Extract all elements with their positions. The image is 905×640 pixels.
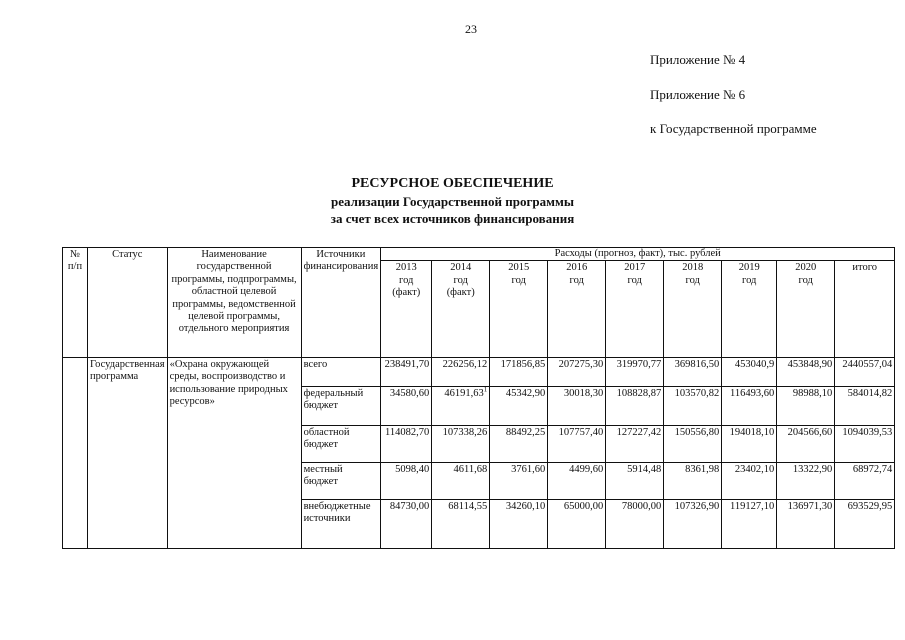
value-cell: 107338,26	[432, 426, 490, 463]
program-status: Государственная программа	[88, 358, 168, 549]
header-status: Статус	[88, 248, 168, 358]
value-cell: 226256,12	[432, 358, 490, 387]
appendix-line-2: Приложение № 6	[650, 87, 746, 102]
header-name: Наименование государственной программы, подпрограммы, областной целевой программы, ведомственной целевой программы, отдельного мероприятия	[167, 248, 301, 358]
year-header: 2013 год (факт)	[381, 261, 432, 358]
year-header: 2020 год	[777, 261, 835, 358]
value-cell: 30018,30	[548, 387, 606, 426]
value-cell: 103570,82	[664, 387, 722, 426]
total-header: итого	[835, 261, 895, 358]
year-header: 2017 год	[606, 261, 664, 358]
value-cell: 23402,10	[722, 463, 777, 500]
value-cell: 107757,40	[548, 426, 606, 463]
year-header: 2018 год	[664, 261, 722, 358]
doc-title: РЕСУРСНОЕ ОБЕСПЕЧЕНИЕ	[351, 176, 554, 191]
value-cell: 119127,10	[722, 500, 777, 549]
source-cell: федеральный бюджет	[301, 387, 381, 426]
header-num: № п/п	[63, 248, 88, 358]
value-cell: 114082,70	[381, 426, 432, 463]
value-cell: 171856,85	[490, 358, 548, 387]
program-name: «Охрана окружающей среды, воспроизводство и использование природных ресурсов»	[167, 358, 301, 549]
value-cell: 2440557,04	[835, 358, 895, 387]
data-row-total	[63, 358, 895, 387]
value-cell: 136971,30	[777, 500, 835, 549]
value-cell: 369816,50	[664, 358, 722, 387]
value-cell: 453848,90	[777, 358, 835, 387]
value-cell: 584014,82	[835, 387, 895, 426]
value-cell: 319970,77	[606, 358, 664, 387]
year-header: 2016 год	[548, 261, 606, 358]
program-num	[63, 358, 88, 549]
source-cell: областной бюджет	[301, 426, 381, 463]
value-cell: 693529,95	[835, 500, 895, 549]
header-expenses: Расходы (прогноз, факт), тыс. рублей	[381, 248, 895, 261]
source-cell: местный бюджет	[301, 463, 381, 500]
header-row-1	[63, 248, 895, 261]
value-cell: 194018,10	[722, 426, 777, 463]
value-cell: 5098,40	[381, 463, 432, 500]
doc-subtitle-1: реализации Государственной программы	[331, 194, 574, 209]
page-number: 23	[465, 22, 477, 36]
value-cell: 8361,98	[664, 463, 722, 500]
value-cell: 1094039,53	[835, 426, 895, 463]
value-cell: 204566,60	[777, 426, 835, 463]
resource-table	[62, 247, 895, 549]
value-cell: 108828,87	[606, 387, 664, 426]
value-cell: 46191,63$^1$	[432, 387, 490, 426]
year-header: 2014 год (факт)	[432, 261, 490, 358]
value-cell: 34260,10	[490, 500, 548, 549]
value-cell: 13322,90	[777, 463, 835, 500]
value-cell: 45342,90	[490, 387, 548, 426]
value-cell: 78000,00	[606, 500, 664, 549]
header-sources: Источники финансирования	[301, 248, 381, 358]
value-cell: 5914,48	[606, 463, 664, 500]
value-cell: 68114,55	[432, 500, 490, 549]
value-cell: 4499,60	[548, 463, 606, 500]
value-cell: 34580,60	[381, 387, 432, 426]
year-header: 2015 год	[490, 261, 548, 358]
footnote-mark: 1	[483, 385, 488, 394]
value-cell: 207275,30	[548, 358, 606, 387]
source-cell: внебюджетные источники	[301, 500, 381, 549]
value-cell: 107326,90	[664, 500, 722, 549]
value-cell: 150556,80	[664, 426, 722, 463]
appendix-line-1: Приложение № 4	[650, 52, 746, 67]
value-cell: 3761,60	[490, 463, 548, 500]
value-cell: 4611,68	[432, 463, 490, 500]
value-cell: 88492,25	[490, 426, 548, 463]
doc-subtitle-2: за счет всех источников финансирования	[330, 211, 575, 226]
appendix-line-3: к Государственной программе	[650, 121, 817, 136]
value-cell: 116493,60	[722, 387, 777, 426]
value-cell: 65000,00	[548, 500, 606, 549]
value-cell: 98988,10	[777, 387, 835, 426]
value-cell: 127227,42	[606, 426, 664, 463]
year-header: 2019 год	[722, 261, 777, 358]
source-cell: всего	[301, 358, 381, 387]
value-cell: 238491,70	[381, 358, 432, 387]
value-cell: 84730,00	[381, 500, 432, 549]
value-cell: 68972,74	[835, 463, 895, 500]
value-cell: 453040,9	[722, 358, 777, 387]
